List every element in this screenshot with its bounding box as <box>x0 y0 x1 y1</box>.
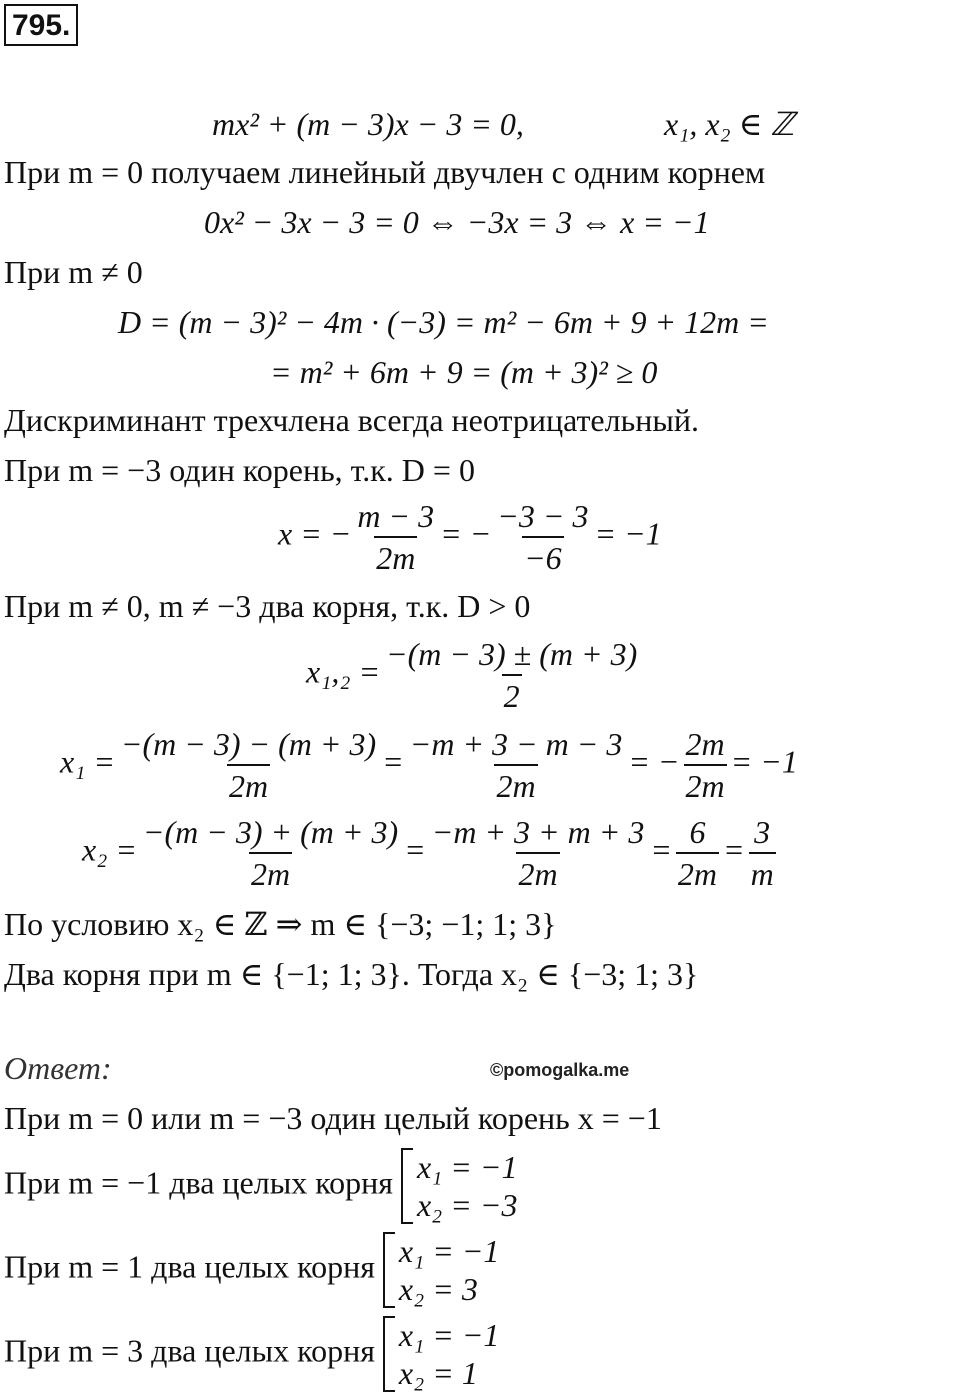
text-case-two-roots: При m ≠ 0, m ≠ −3 два корня, т.к. D > 0 <box>4 588 531 624</box>
equation-discriminant-cont: = m² + 6m + 9 = (m + 3)² ≥ 0 <box>270 354 658 390</box>
equation-discriminant: D = (m − 3)² − 4m · (−3) = m² − 6m + 9 + 12m = <box>118 304 769 340</box>
problem-number: 795. <box>4 4 78 46</box>
condition-integers: x₁, x₂ ∈ ℤ <box>664 106 795 142</box>
answer-3-system: x₁ = −1 x₂ = 3 <box>383 1232 500 1308</box>
answer-line-1: При m = 0 или m = −3 один целый корень x = −1 <box>4 1100 662 1136</box>
answer-4-system: x₁ = −1 x₂ = 1 <box>383 1316 500 1392</box>
answer-2-system: x₁ = −1 x₂ = −3 <box>401 1148 518 1224</box>
equation-x1: x₁ = $\frac{-(m - 3) - (m + 3)}{2m}$ = $\frac{-m + 3 - m - 3}{2m}$ = − $\frac{2m}{2m}$ = −1 <box>60 726 798 804</box>
answer-label: Ответ: <box>4 1050 112 1086</box>
text-case-m-zero: При m = 0 получаем линейный двучлен с одним корнем <box>4 154 766 190</box>
equation-single-root: x = − $\frac{m - 3}{2m}$ = − $\frac{-3 - 3}{-6}$ = −1 <box>278 498 662 576</box>
equation-main: mx² + (m − 3)x − 3 = 0, <box>212 106 524 142</box>
text-two-roots-values: Два корня при m ∈ {−1; 1; 3}. Тогда x₂ ∈ {−3; 1; 3} <box>4 956 699 992</box>
answer-line-4: При m = 3 два целых корня x₁ = −1 x₂ = 1 <box>4 1317 500 1391</box>
equation-linear: 0x² − 3x − 3 = 0 ⇔ −3x = 3 ⇔ x = −1 <box>204 204 710 240</box>
equation-x2: x₂ = $\frac{-(m - 3) + (m + 3)}{2m}$ = $\frac{-m + 3 + m + 3}{2m}$ = $\frac{6}{2m}$ = $\frac{3}{m}$ <box>82 814 774 892</box>
text-case-m-nonzero: При m ≠ 0 <box>4 254 143 290</box>
text-case-m-minus-3: При m = −3 один корень, т.к. D = 0 <box>4 452 475 488</box>
watermark: ©pomogalka.me <box>490 1060 630 1080</box>
answer-line-2: При m = −1 два целых корня x₁ = −1 x₂ = −3 <box>4 1149 518 1223</box>
text-integer-condition: По условию x₂ ∈ ℤ ⇒ m ∈ {−3; −1; 1; 3} <box>4 906 557 942</box>
text-discriminant-nonnegative: Дискриминант трехчлена всегда неотрицательный. <box>4 402 699 438</box>
answer-line-3: При m = 1 два целых корня x₁ = −1 x₂ = 3 <box>4 1233 500 1307</box>
equation-roots-formula: x₁,₂ = $\frac{-(m - 3) \pm (m + 3)}{2}$ <box>306 636 638 714</box>
